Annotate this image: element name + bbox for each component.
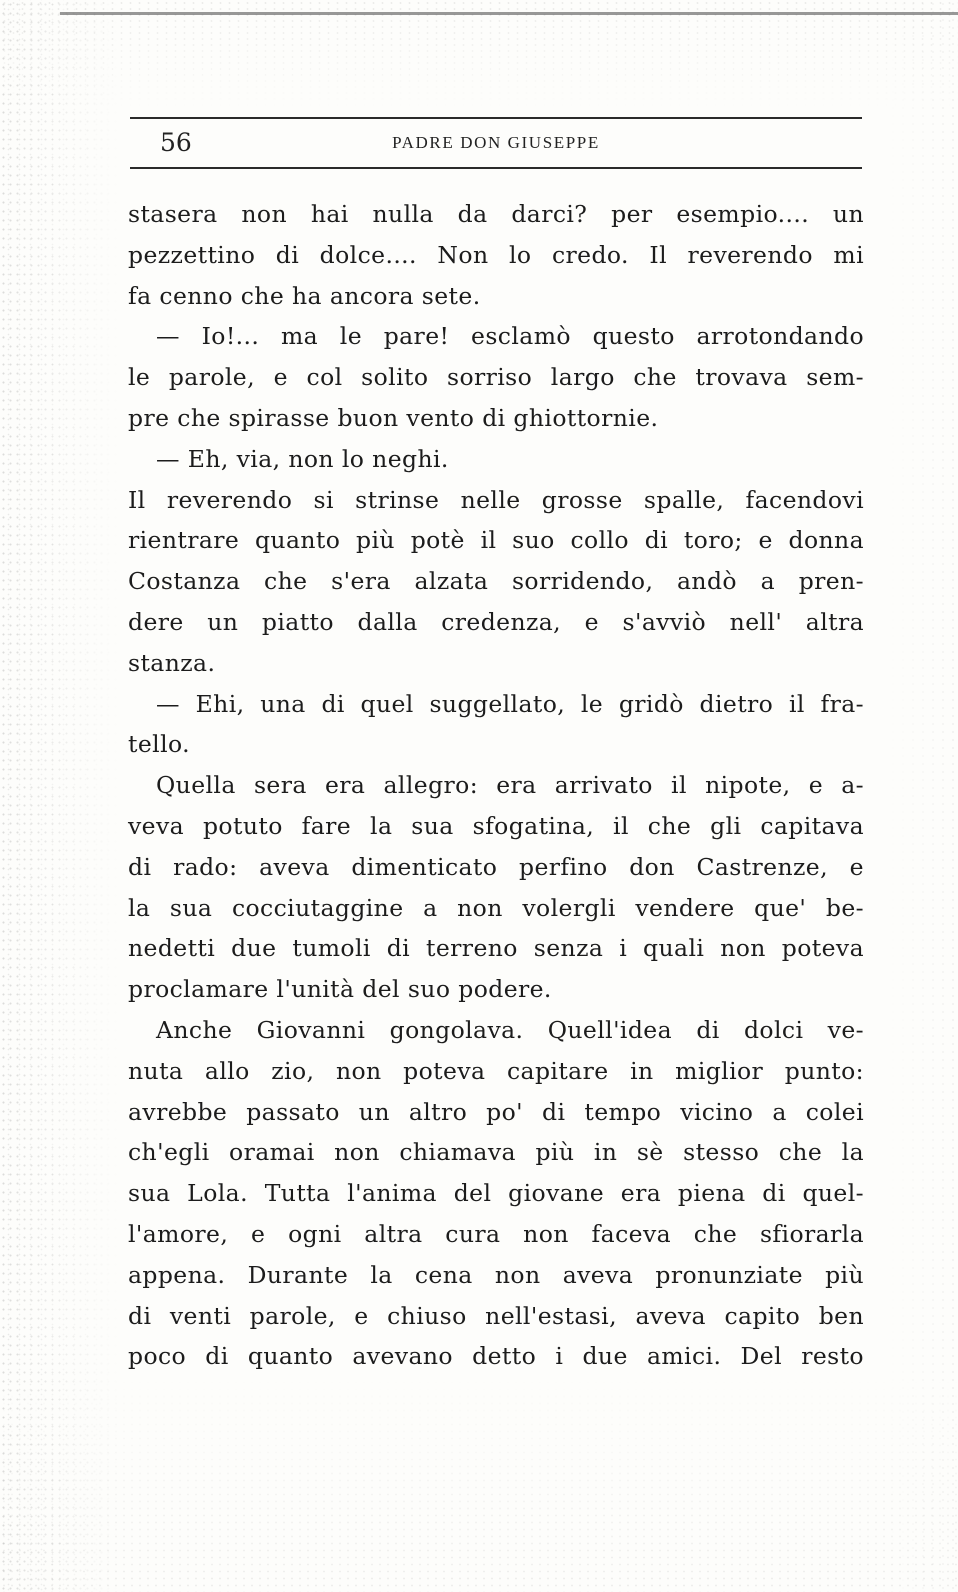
text-line: rientrare quanto più potè il suo collo di toro; e donna	[128, 526, 864, 555]
page-number: 56	[160, 128, 192, 157]
text-line: — Eh, via, non lo neghi.	[156, 444, 449, 473]
running-header	[130, 126, 862, 162]
text-line: — Io!... ma le pare! esclamò questo arrotondando	[156, 322, 864, 351]
text-line: Il reverendo si strinse nelle grosse spalle, facendovi	[128, 485, 864, 514]
text-line: l'amore, e ogni altra cura non faceva che sfiorarla	[128, 1219, 864, 1248]
text-line: avrebbe passato un altro po' di tempo vicino a colei	[128, 1097, 864, 1126]
text-line: stanza.	[128, 648, 216, 677]
running-title: PADRE DON GIUSEPPE	[392, 133, 600, 152]
text-line: dere un piatto dalla credenza, e s'avviò nell' altra	[128, 607, 864, 636]
text-line: ch'egli oramai non chiamava più in sè stesso che la	[128, 1138, 864, 1167]
text-line: la sua cocciutaggine a non volergli vendere que' be-	[128, 893, 864, 922]
text-line: — Ehi, una di quel suggellato, le gridò dietro il fra-	[156, 689, 864, 718]
text-line: poco di quanto avevano detto i due amici. Del resto	[128, 1342, 864, 1371]
text-line: pezzettino di dolce.... Non lo credo. Il reverendo mi	[128, 240, 864, 269]
scan-noise-bottom	[0, 1372, 958, 1592]
text-line: Anche Giovanni gongolava. Quell'idea di dolci ve-	[156, 1015, 864, 1044]
scan-noise-top	[0, 0, 958, 110]
text-line: nuta allo zio, non poteva capitare in miglior punto:	[128, 1056, 864, 1085]
header-rule-top	[130, 117, 862, 119]
text-line: Costanza che s'era alzata sorridendo, andò a pren-	[128, 567, 864, 596]
text-line: le parole, e col solito sorriso largo che trovava sem-	[128, 363, 864, 392]
page-edge-line	[60, 12, 958, 15]
text-line: tello.	[128, 730, 190, 759]
header-rule-bottom	[130, 167, 862, 169]
scan-noise-left	[0, 0, 120, 1592]
text-line: appena. Durante la cena non aveva pronunziate più	[128, 1260, 864, 1289]
text-line: nedetti due tumoli di terreno senza i quali non poteva	[128, 934, 864, 963]
text-line: proclamare l'unità del suo podere.	[128, 975, 552, 1004]
text-line: veva potuto fare la sua sfogatina, il che gli capitava	[128, 811, 864, 840]
text-line: di venti parole, e chiuso nell'estasi, aveva capito ben	[128, 1301, 864, 1330]
text-line: stasera non hai nulla da darci? per esempio.... un	[128, 200, 864, 228]
text-line: fa cenno che ha ancora sete.	[128, 281, 481, 310]
text-line: sua Lola. Tutta l'anima del giovane era piena di quel-	[128, 1179, 864, 1208]
body-text	[128, 194, 864, 1377]
scan-noise-right	[888, 0, 958, 1592]
text-line: pre che spirasse buon vento di ghiottornie.	[128, 403, 659, 432]
text-line: Quella sera era allegro: era arrivato il nipote, e a-	[156, 771, 864, 800]
text-line: di rado: aveva dimenticato perfino don Castrenze, e	[128, 852, 864, 881]
